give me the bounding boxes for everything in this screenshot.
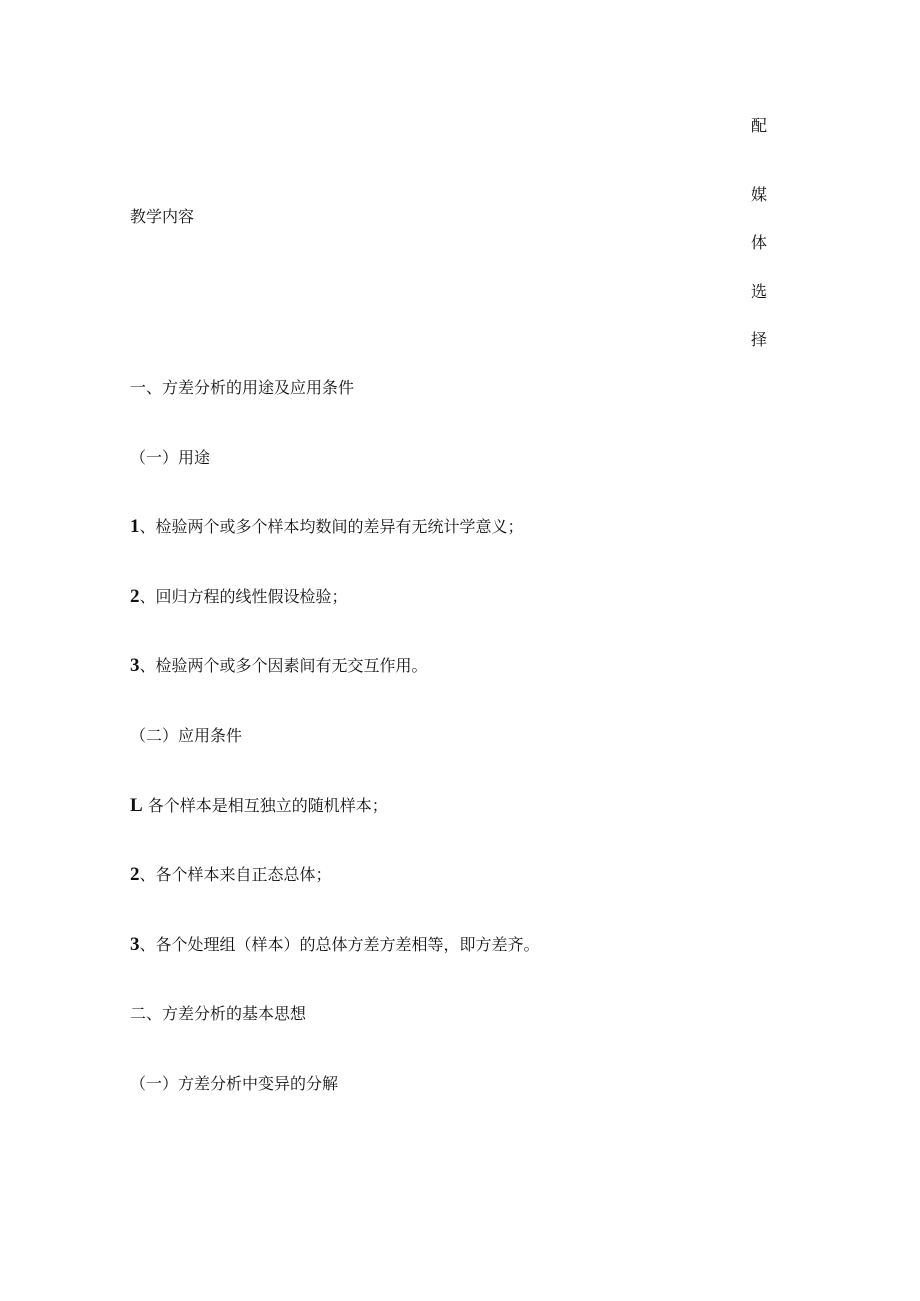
use-item-3 (130, 656, 428, 676)
condition-item-2-number: 2 (130, 864, 140, 885)
media-char-3: 体 (751, 233, 768, 252)
condition-item-2 (130, 865, 332, 885)
use-item-3-number: 3 (130, 655, 140, 676)
condition-item-3-text: 、各个处理组（样本）的总体方差方差相等，即方差齐。 (139, 935, 540, 954)
media-char-4: 选 (751, 282, 768, 301)
condition-item-1-number: L (130, 795, 143, 816)
section-1-subtitle-uses: （一）用途 (130, 448, 211, 467)
section-1-subtitle-conditions: （二）应用条件 (130, 726, 243, 745)
use-item-1-text: 、检验两个或多个样本均数间的差异有无统计学意义； (139, 517, 524, 536)
section-1-title: 一、方差分析的用途及应用条件 (130, 378, 355, 397)
section-2-title: 二、方差分析的基本思想 (130, 1004, 307, 1023)
use-item-1 (130, 517, 524, 537)
condition-item-2-text: 、各个样本来自正态总体； (139, 865, 332, 884)
use-item-2-text: 、回归方程的线性假设检验； (139, 587, 348, 606)
condition-item-3 (130, 935, 540, 955)
media-char-1: 配 (751, 116, 768, 135)
teaching-content-heading: 教学内容 (130, 207, 195, 226)
use-item-1-number: 1 (130, 516, 140, 537)
use-item-3-text: 、检验两个或多个因素间有无交互作用。 (139, 656, 428, 675)
condition-item-1 (130, 796, 388, 816)
condition-item-1-text: 各个样本是相互独立的随机样本； (142, 796, 388, 815)
media-char-5: 择 (751, 330, 768, 349)
use-item-2-number: 2 (130, 586, 140, 607)
use-item-2 (130, 587, 348, 607)
media-char-2: 媒 (751, 185, 768, 204)
condition-item-3-number: 3 (130, 934, 140, 955)
section-2-subtitle: （一）方差分析中变异的分解 (130, 1074, 339, 1093)
